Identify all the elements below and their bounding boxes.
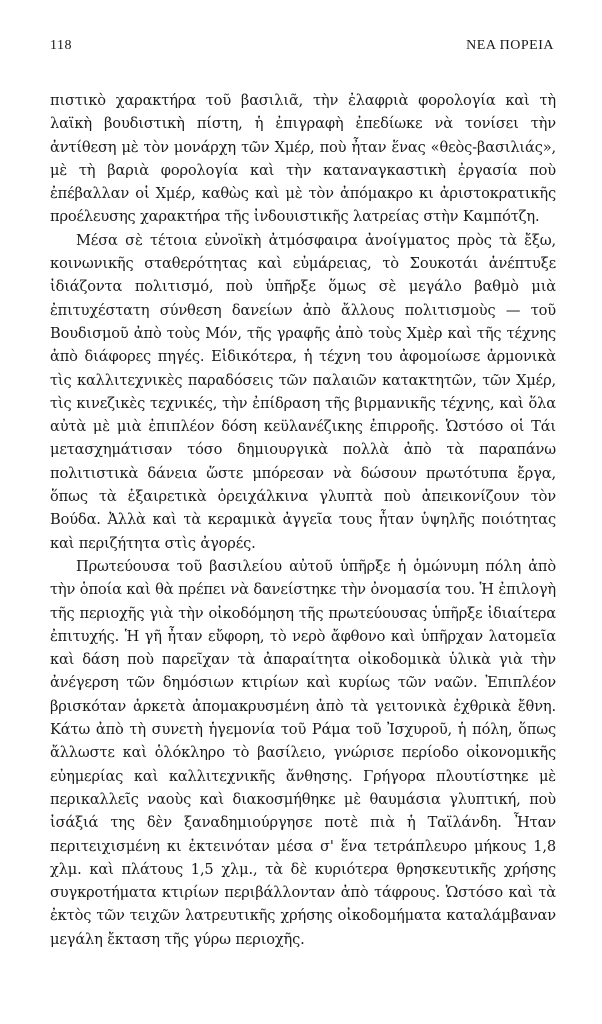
page-number: 118 [50, 38, 72, 53]
paragraph-2: Μέσα σὲ τέτοια εὐνοϊκὴ ἀτμόσφαιρα ἀνοίγματος πρὸς τὰ ἔξω, κοινωνικῆς σταθερότητας καὶ εὐμάρειας, τὸ Σουκοτάι ἀνέπτυξε ἰδιάζοντα πολιτισμό, ποὺ ὑπῆρξε ὅμως σὲ μεγάλο βαθμὸ μιὰ ἐπιτυχέστατη σύνθεση δανείων ἀπὸ ἄλλους πολιτισμοὺς — τοῦ Βουδισμοῦ ἀπὸ τοὺς Μόν, τῆς γραφῆς ἀπὸ τοὺς Χμὲρ καὶ τῆς τέχνης ἀπὸ διάφορες πηγές. Εἰδικότερα, ἡ τέχνη του ἀφομοίωσε ἁρμονικὰ τὶς καλλιτεχνικὲς παραδόσεις τῶν παλαιῶν κατακτητῶν, τῶν Χμέρ, τὶς κινεζικὲς τεχνικές, τὴν ἐπίδραση τῆς βιρμανικῆς τέχνης, καὶ ὅλα αὐτὰ μὲ μιὰ ἐπιπλέον δόση κεϋλανέζικης ἐπιρροῆς. Ὡστόσο οἱ Τάι μετασχημάτισαν τόσο δημιουργικὰ πολλὰ ἀπὸ τὰ παραπάνω πολιτιστικὰ δάνεια ὥστε μπόρεσαν νὰ δώσουν πρωτότυπα ἔργα, ὅπως τὰ ἐξαιρετικὰ ὀρειχάλκινα γλυπτὰ ποὺ ἀπεικονίζουν τὸν Βούδα. Ἀλλὰ καὶ τὰ κεραμικὰ ἀγγεῖα τους ἦταν ὑψηλῆς ποιότητας καὶ περιζήτητα στὶς ἀγορές. [50, 231, 556, 552]
running-head [50, 38, 554, 58]
body-text [50, 89, 556, 951]
journal-title: ΝΕΑ ΠΟΡΕΙΑ [466, 38, 554, 53]
paragraph-1: πιστικὸ χαρακτήρα τοῦ βασιλιᾶ, τὴν ἐλαφριὰ φορολογία καὶ τὴ λαϊκὴ βουδιστικὴ πίστη, ἡ ἐπιγραφὴ ἐπεδίωκε νὰ τονίσει τὴν ἀντίθεση μὲ τὸν μονάρχη τῶν Χμέρ, ποὺ ἦταν ἕνας «θεὸς-βασιλιάς», μὲ τὴ βαριὰ φορολογία καὶ τὴν καταναγκαστικὴ ἐργασία ποὺ ἐπέβαλλαν οἱ Χμέρ, καθὼς καὶ μὲ τὸν ἀπόμακρο κι ἀριστοκρατικῆς προέλευσης χαρακτήρα τῆς ἰνδουιστικῆς λατρείας στὴν Καμπότζη. [50, 92, 556, 226]
paragraph-3: Πρωτεύουσα τοῦ βασιλείου αὐτοῦ ὑπῆρξε ἡ ὁμώνυμη πόλη ἀπὸ τὴν ὁποία καὶ θὰ πρέπει νὰ δανείστηκε τὴν ὀνομασία του. Ἡ ἐπιλογὴ τῆς περιοχῆς γιὰ τὴν οἰκοδόμηση τῆς πρωτεύουσας ὑπῆρξε ἰδιαίτερα ἐπιτυχής. Ἡ γῆ ἦταν εὔφορη, τὸ νερὸ ἄφθονο καὶ ὑπῆρχαν λατομεῖα καὶ δάση ποὺ παρεῖχαν τὰ ἀπαραίτητα οἰκοδομικὰ ὑλικὰ γιὰ τὴν ἀνέγερση τῶν δημόσιων κτιρίων καὶ κυρίως τῶν ναῶν. Ἐπιπλέον βρισκόταν ἀρκετὰ ἀπομακρυσμένη ἀπὸ τὰ γειτονικὰ ἐχθρικὰ ἔθνη. Κάτω ἀπὸ τὴ συνετὴ ἡγεμονία τοῦ Ράμα τοῦ Ἰσχυροῦ, ἡ πόλη, ὅπως ἄλλωστε καὶ ὁλόκληρο τὸ βασίλειο, γνώρισε περίοδο οἰκονομικῆς εὐημερίας καὶ καλλιτεχνικῆς ἄνθησης. Γρήγορα πλουτίστηκε μὲ περικαλλεῖς ναοὺς καὶ διακοσμήθηκε μὲ θαυμάσια γλυπτική, ποὺ ἰσάξιά της δὲν ξαναδημιούργησε ποτὲ πιὰ ἡ Ταϊλάνδη. Ἦταν περιτειχισμένη κι ἐκτεινόταν μέσα σ' ἕνα τετράπλευρο μήκους 1,8 χλμ. καὶ πλάτους 1,5 χλμ., τὰ δὲ κυριότερα θρησκευτικῆς χρήσης συγκροτήματα κτιρίων περιβάλλονταν ἀπὸ τάφρους. Ὡστόσο καὶ τὰ ἐκτὸς τῶν τειχῶν λατρευτικῆς χρήσης οἰκοδομήματα καταλάμβαναν μεγάλη ἔκταση τῆς γύρω περιοχῆς. [50, 557, 556, 948]
